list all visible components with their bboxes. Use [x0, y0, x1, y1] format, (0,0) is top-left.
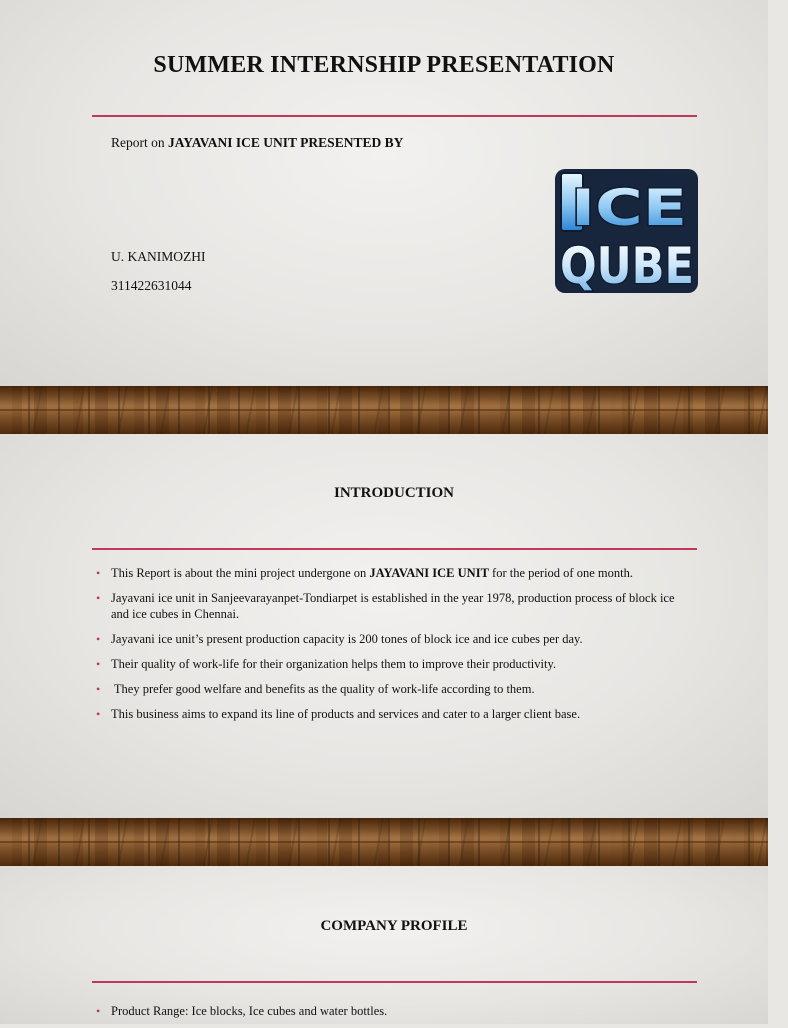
bullet-icon: • — [96, 632, 101, 646]
bullet-icon: • — [96, 657, 101, 671]
presenter-id: 311422631044 — [111, 278, 192, 293]
company-profile-bullets — [96, 1003, 686, 1028]
bullet-icon: • — [96, 591, 101, 605]
presenter-name: U. KANIMOZHI — [111, 249, 206, 264]
list-item: • This business aims to expand its line of products and services and cater to a larger client base. — [96, 707, 581, 721]
title-divider — [92, 115, 697, 117]
company-profile-divider — [92, 981, 697, 983]
bullet-icon: • — [96, 566, 101, 580]
list-item: • Product Range: Ice blocks, Ice cubes and water bottles. — [96, 1004, 388, 1018]
bullet-icon: • — [96, 682, 101, 696]
slide-company-profile — [0, 866, 768, 1024]
report-subject: JAYAVANI ICE UNIT PRESENTED BY — [168, 135, 404, 150]
wood-floor-divider — [0, 386, 768, 434]
company-profile-title: COMPANY PROFILE — [320, 918, 468, 934]
logo-word-ice: ICE — [571, 179, 687, 237]
introduction-title: INTRODUCTION — [333, 485, 454, 501]
bullet-icon: • — [96, 707, 101, 721]
introduction-divider — [92, 548, 697, 550]
report-line — [111, 135, 403, 151]
wood-floor-divider — [0, 818, 768, 866]
slide-introduction — [0, 434, 768, 818]
report-prefix: Report on — [111, 135, 168, 150]
list-item: • Their quality of work-life for their organization helps them to improve their productivity. — [96, 657, 557, 671]
list-item: • Jayavani ice unit’s present production capacity is 200 tones of block ice and ice cubes per day. — [96, 632, 583, 646]
logo-word-qube: QUBE — [560, 237, 694, 295]
list-item: • Jayavani ice unit in Sanjeevarayanpet-Tondiarpet is established in the year 1978, production process of block ice and ice cubes in Chennai. — [96, 591, 675, 621]
slide-title — [0, 0, 768, 386]
presentation-title: SUMMER INTERNSHIP PRESENTATION — [153, 52, 615, 78]
list-item: • This Report is about the mini project undergone on JAYAVANI ICE UNIT for the period of one month. — [96, 566, 633, 580]
list-item: • They prefer good welfare and benefits as the quality of work-life according to them. — [96, 682, 535, 696]
ice-qube-logo — [555, 169, 698, 293]
introduction-bullets — [96, 565, 686, 731]
bullet-icon: • — [96, 1004, 101, 1018]
